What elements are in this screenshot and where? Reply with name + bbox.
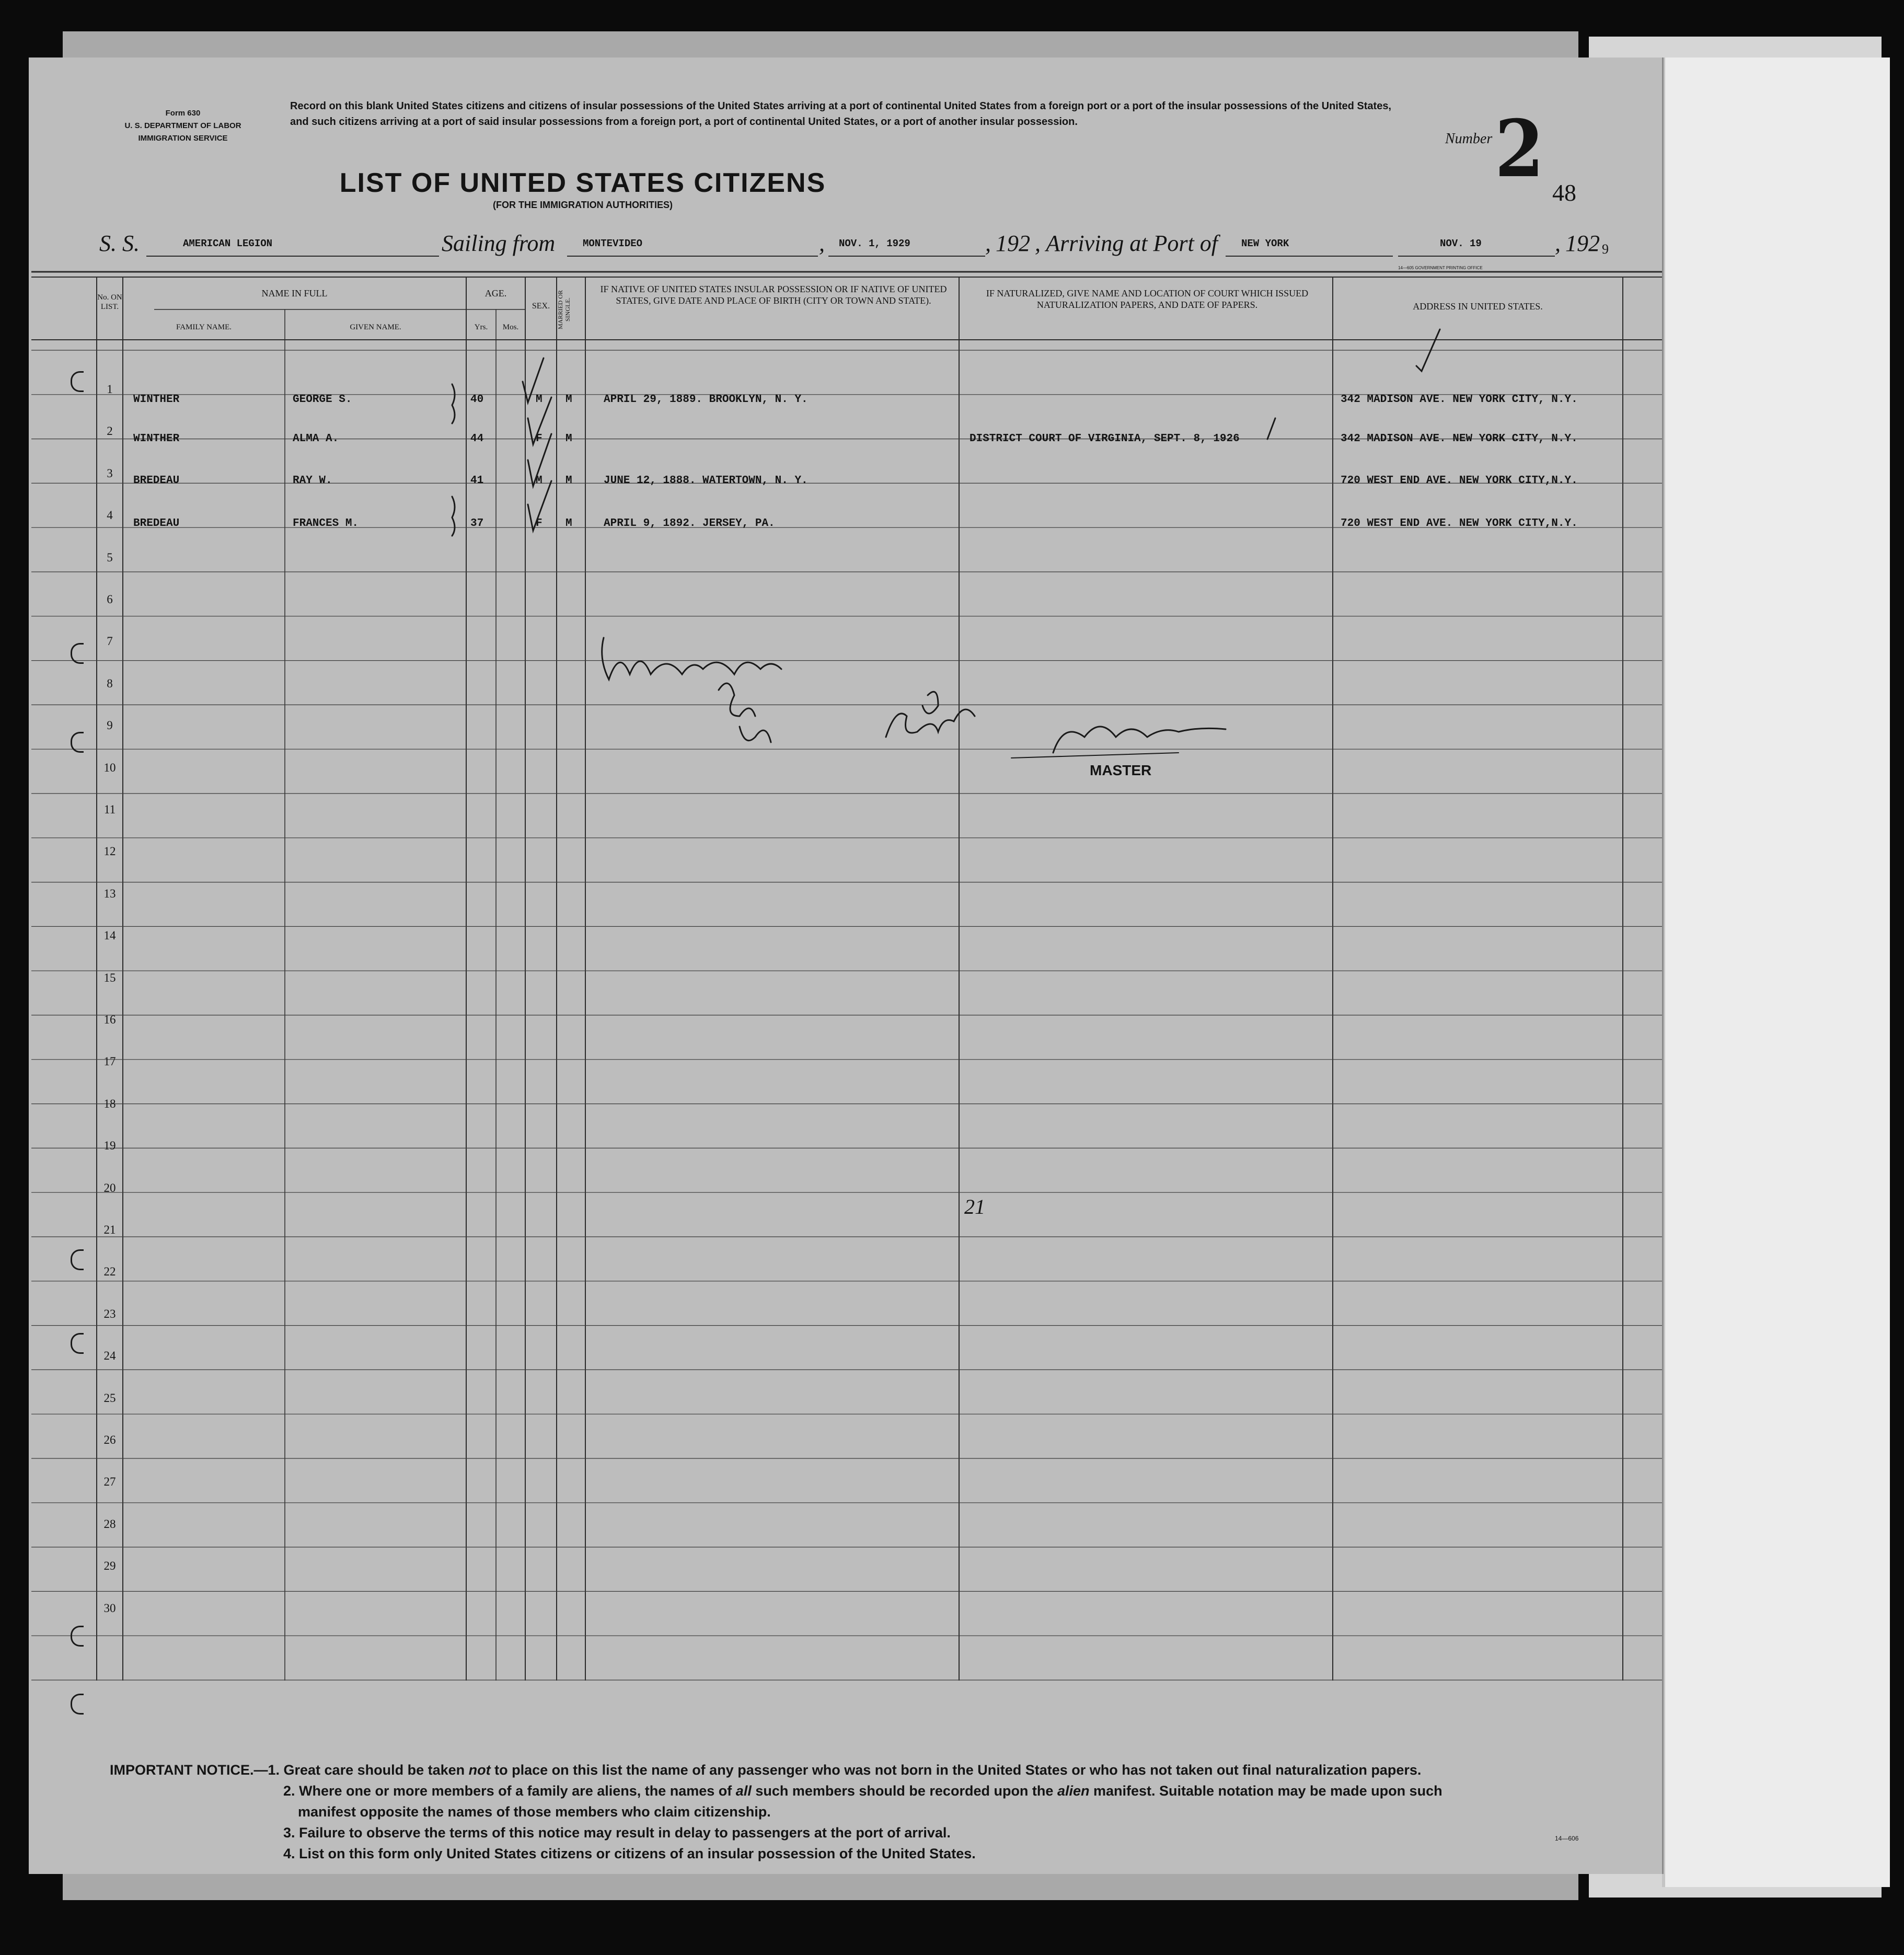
document-subtitle: (FOR THE IMMIGRATION AUTHORITIES) (493, 200, 673, 210)
arrival-port: NEW YORK (1241, 238, 1289, 249)
row1-sex: M (536, 394, 543, 406)
row-number: 2 (107, 424, 113, 438)
row4-family-name: BREDEAU (133, 518, 180, 530)
manifest-sheet (29, 58, 1664, 1874)
row4-birth: APRIL 9, 1892. JERSEY, PA. (604, 518, 775, 530)
row-number: 9 (107, 719, 113, 732)
row-number: 30 (103, 1601, 116, 1615)
notice-item2-part-c: manifest. Suitable notation may be made upon such (1089, 1783, 1443, 1799)
row3-sex: M (536, 475, 543, 487)
manifest-number: 2 (1495, 103, 1544, 195)
row-number: 18 (103, 1097, 116, 1110)
row-number: 10 (103, 761, 116, 774)
notice-heading-text: IMPORTANT NOTICE. (110, 1762, 254, 1778)
header-list-number: No. ON LIST. (97, 293, 122, 311)
row-number: 5 (107, 550, 113, 564)
check-mark (1416, 329, 1440, 371)
sailing-date: NOV. 1, 1929 (839, 238, 910, 249)
header-age-months: Mos. (502, 323, 519, 331)
handwritten-marks (29, 58, 1662, 1874)
comma-separator: , (1555, 231, 1561, 256)
row-number: 28 (103, 1517, 116, 1531)
row-number: 12 (103, 845, 116, 858)
check-mark (528, 397, 551, 444)
year-prefix-arrival: 192 (1565, 231, 1600, 256)
row2-address: 342 MADISON AVE. NEW YORK CITY, N.Y. (1341, 433, 1578, 445)
notice-code: 14—606 (1555, 1835, 1579, 1842)
row-number: 17 (103, 1055, 116, 1068)
binder-hole-mark (71, 732, 84, 753)
year-suffix-arrival: 9 (1602, 242, 1609, 257)
row-number: 4 (107, 509, 113, 522)
header-address: ADDRESS IN UNITED STATES. (1413, 301, 1543, 312)
comma-separator: , (985, 231, 991, 256)
number-label: Number (1445, 131, 1493, 147)
departure-port: MONTEVIDEO (583, 238, 643, 249)
binder-hole-mark (71, 1249, 84, 1270)
header-naturalization: IF NATURALIZED, GIVE NAME AND LOCATION OF COURT WHICH ISSUED NATURALIZATION PAPERS, AND DATE OF PAPERS. (986, 288, 1309, 310)
row-number: 24 (103, 1349, 116, 1363)
binder-hole-mark (71, 643, 84, 664)
header-age: AGE. (484, 288, 507, 298)
row-number: 14 (103, 929, 116, 942)
row-number: 3 (107, 466, 113, 480)
department-name: U. S. DEPARTMENT OF LABOR (124, 121, 241, 130)
row1-marital: M (566, 394, 572, 406)
row-number: 26 (103, 1433, 116, 1446)
form-number: Form 630 (165, 109, 201, 118)
master-signature (1053, 727, 1226, 753)
notice-item1-emphasis: not (468, 1762, 491, 1778)
notice-item-2-continued: manifest opposite the names of those members who claim citizenship. (298, 1804, 771, 1820)
brace-mark (452, 384, 455, 423)
row-number: 27 (103, 1475, 116, 1489)
inspector-initials (740, 727, 771, 742)
row4-given-name: FRANCES M. (293, 518, 359, 530)
page-stack-edge (1662, 58, 1890, 1887)
page-number: 48 (1552, 179, 1576, 206)
row2-marital: M (566, 433, 572, 445)
row1-family-name: WINTHER (133, 394, 180, 406)
check-mark (528, 434, 551, 486)
row3-birth: JUNE 12, 1888. WATERTOWN, N. Y. (604, 475, 808, 487)
row1-given-name: GEORGE S. (293, 394, 352, 406)
row2-age-years: 44 (470, 433, 484, 445)
row-number: 6 (107, 593, 113, 606)
header-family-name: FAMILY NAME. (176, 323, 232, 331)
row1-address: 342 MADISON AVE. NEW YORK CITY, N.Y. (1341, 394, 1578, 406)
row-number: 8 (107, 676, 113, 690)
row-number: 25 (103, 1391, 116, 1405)
row-number: 13 (103, 887, 116, 900)
notice-item1-part-a: —1. Great care should be taken (253, 1762, 469, 1778)
service-name: IMMIGRATION SERVICE (138, 134, 228, 143)
row3-age-years: 41 (470, 475, 484, 487)
row-number: 22 (103, 1265, 116, 1279)
row2-family-name: WINTHER (133, 433, 180, 445)
binder-hole-mark (71, 1626, 84, 1647)
instructions-text: Record on this blank United States citizens and citizens of insular possessions of the United States arriving at a port of continental United States from a foreign port or a port of the insular possessions of the United States, and such citizens arriving at a port of said insular possessions from a foreign port, a port of continental United States, or a port of another insular possession. (290, 100, 1391, 128)
notice-item2-part-a: 2. Where one or more members of a family are aliens, the names of (283, 1783, 736, 1799)
notice-item2-emphasis-alien: alien (1057, 1783, 1090, 1799)
year-prefix-sailing: 192 (996, 231, 1030, 256)
header-sex: SEX. (532, 302, 550, 310)
header-name-in-full: NAME IN FULL (261, 288, 328, 298)
ss-label: S. S. (99, 231, 140, 256)
notice-item2-emphasis-all: all (735, 1783, 752, 1799)
ship-name: AMERICAN LEGION (183, 238, 273, 249)
master-label: MASTER (1090, 762, 1152, 778)
row-number: 21 (103, 1223, 116, 1236)
document-title: LIST OF UNITED STATES CITIZENS (339, 168, 826, 198)
row2-sex: F (536, 433, 543, 445)
header-age-years: Yrs. (474, 323, 488, 331)
notice-item-3: 3. Failure to observe the terms of this notice may result in delay to passengers at the port of arrival. (283, 1825, 951, 1841)
check-mark (523, 358, 544, 402)
brace-mark (452, 497, 455, 536)
binder-hole-mark (71, 1333, 84, 1354)
arrival-date: NOV. 19 (1440, 238, 1482, 249)
sailing-from-label: Sailing from (442, 231, 556, 256)
row4-marital: M (566, 518, 572, 530)
notice-item1-part-b: to place on this list the name of any passenger who was not born in the United States or who has not taken out final naturalization papers. (490, 1762, 1422, 1778)
row1-birth: APRIL 29, 1889. BROOKLYN, N. Y. (604, 394, 808, 406)
arriving-label: , Arriving at Port of (1035, 231, 1218, 256)
row-number: 29 (103, 1559, 116, 1573)
row4-sex: F (536, 518, 543, 530)
header-given-name: GIVEN NAME. (350, 323, 401, 331)
header-married-single: MARRIED OR SINGLE. (557, 290, 571, 329)
row3-family-name: BREDEAU (133, 475, 180, 487)
row3-address: 720 WEST END AVE. NEW YORK CITY,N.Y. (1341, 475, 1578, 487)
row-number: 7 (107, 635, 113, 648)
row-number: 16 (103, 1013, 116, 1026)
check-mark (528, 481, 551, 531)
inspector-title (922, 692, 938, 714)
row-number: 1 (107, 383, 113, 396)
notice-item-4: 4. List on this form only United States citizens or citizens of an insular possession of the United States. (283, 1846, 976, 1861)
printer-mark: 14—605 GOVERNMENT PRINTING OFFICE (1398, 266, 1483, 270)
row2-naturalization-court: DISTRICT COURT OF VIRGINIA, SEPT. 8, 1926 (970, 433, 1240, 445)
row3-given-name: RAY W. (293, 475, 332, 487)
tick-mark (1267, 418, 1275, 439)
row-number: 20 (103, 1181, 116, 1194)
notice-item2-part-b: such members should be recorded upon the (751, 1783, 1057, 1799)
master-signature-line (1011, 753, 1179, 758)
row2-given-name: ALMA A. (293, 433, 339, 445)
inspector-signature (602, 638, 781, 680)
header-place-of-birth: IF NATIVE OF UNITED STATES INSULAR POSSESSION OR IF NATIVE OF UNITED STATES, GIVE DATE AND PLACE OF BIRTH (CITY OR TOWN AND STATE). (600, 284, 947, 306)
row-number: 15 (103, 971, 116, 984)
stamp-number: 21 (964, 1195, 985, 1218)
row-number: 19 (103, 1139, 116, 1153)
row1-age-years: 40 (470, 394, 484, 406)
notice-item-2 (283, 1780, 1443, 1801)
comma-separator: , (819, 231, 825, 256)
inspector-initials (719, 683, 755, 716)
row-number: 11 (103, 803, 116, 816)
row3-marital: M (566, 475, 572, 487)
important-notice-heading (110, 1760, 1421, 1780)
binder-hole-mark (71, 1694, 84, 1715)
row4-age-years: 37 (470, 518, 484, 530)
row-number: 23 (103, 1307, 116, 1320)
binder-hole-mark (71, 371, 84, 392)
row4-address: 720 WEST END AVE. NEW YORK CITY,N.Y. (1341, 518, 1578, 530)
